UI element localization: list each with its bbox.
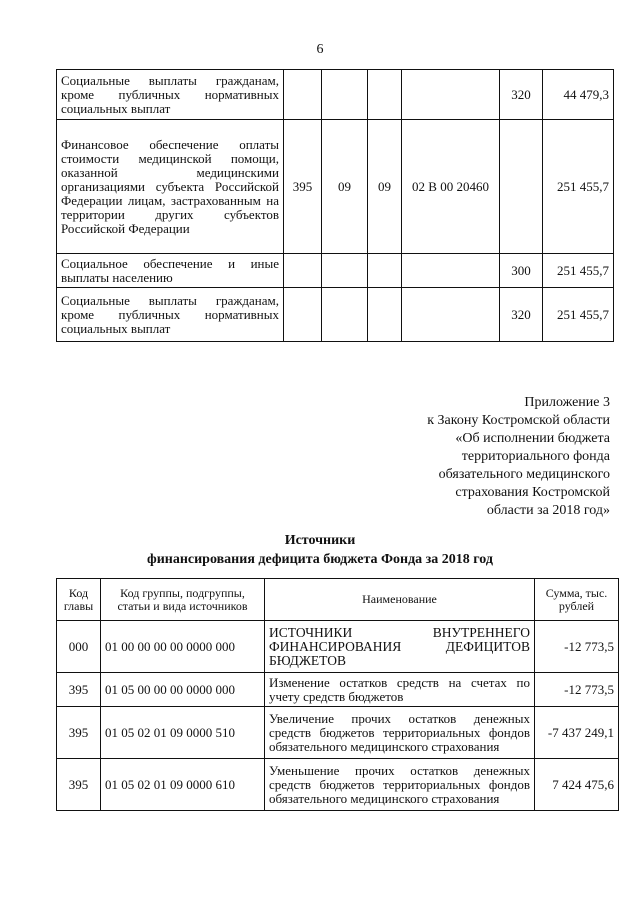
table-row: [57, 288, 614, 342]
expenditure-table: [56, 69, 614, 342]
table-row: [57, 673, 619, 707]
cell-subsection: [368, 254, 402, 288]
appendix-line: к Закону Костромской области: [427, 413, 610, 428]
cell-group-code: 01 05 00 00 00 0000 000: [101, 673, 265, 707]
section-title: Источники: [284, 533, 356, 548]
table-row: [57, 70, 614, 120]
appendix-line: «Об исполнении бюджета: [455, 431, 610, 446]
table-row: [57, 707, 619, 759]
cell-code-glava: [284, 288, 322, 342]
table-row: [57, 621, 619, 673]
cell-expense-type: 320: [500, 70, 543, 120]
cell-code-glava: 395: [284, 120, 322, 254]
cell-section: [322, 288, 368, 342]
appendix-line: страхования Костромской: [455, 485, 610, 500]
cell-code-glava: [284, 70, 322, 120]
appendix-line: обязательного медицинского: [438, 467, 610, 482]
cell-expense-type: [500, 120, 543, 254]
appendix-line: области за 2018 год»: [486, 503, 610, 518]
cell-sum: -7 437 249,1: [535, 707, 619, 759]
row-description: Социальные выплаты гражданам, кроме публичных нормативных социальных выплат: [57, 70, 284, 120]
table-header-row: [57, 579, 619, 621]
cell-section: 09: [322, 120, 368, 254]
cell-code: 395: [57, 673, 101, 707]
cell-section: [322, 254, 368, 288]
cell-name: Уменьшение прочих остатков денежных средств бюджетов территориальных фондов обязательного медицинского страхования: [265, 759, 535, 811]
appendix-line: территориального фонда: [461, 449, 610, 464]
cell-code-glava: [284, 254, 322, 288]
cell-group-code: 01 00 00 00 00 0000 000: [101, 621, 265, 673]
cell-sum: -12 773,5: [535, 673, 619, 707]
cell-expense-type: 300: [500, 254, 543, 288]
deficit-sources-table: [56, 578, 619, 811]
cell-name: Изменение остатков средств на счетах по учету средств бюджетов: [265, 673, 535, 707]
cell-subsection: [368, 288, 402, 342]
cell-target-article: 02 В 00 20460: [402, 120, 500, 254]
cell-code: 395: [57, 707, 101, 759]
cell-subsection: [368, 70, 402, 120]
cell-target-article: [402, 70, 500, 120]
cell-target-article: [402, 254, 500, 288]
cell-name: ИСТОЧНИКИ ВНУТРЕННЕГО ФИНАНСИРОВАНИЯ ДЕФИЦИТОВ БЮДЖЕТОВ: [265, 621, 535, 673]
row-description: Социальное обеспечение и иные выплаты населению: [57, 254, 284, 288]
row-description: Финансовое обеспечение оплаты стоимости медицинской помощи, оказанной медицинскими организациями субъекта Российской Федерации лицам, застрахованным на территории других субъектов Российской Федерации: [57, 120, 284, 254]
table-row: [57, 254, 614, 288]
cell-code: 395: [57, 759, 101, 811]
table-row: [57, 120, 614, 254]
appendix-line: Приложение 3: [524, 395, 610, 410]
page-number: 6: [316, 42, 324, 57]
cell-name: Увеличение прочих остатков денежных средств бюджетов территориальных фондов обязательного медицинского страхования: [265, 707, 535, 759]
cell-code: 000: [57, 621, 101, 673]
header-name: Наименование: [265, 579, 535, 621]
appendix-note: [350, 394, 610, 520]
cell-expense-type: 320: [500, 288, 543, 342]
row-description: Социальные выплаты гражданам, кроме публичных нормативных социальных выплат: [57, 288, 284, 342]
cell-section: [322, 70, 368, 120]
cell-group-code: 01 05 02 01 09 0000 510: [101, 707, 265, 759]
cell-sum: 7 424 475,6: [535, 759, 619, 811]
cell-amount: 44 479,3: [543, 70, 614, 120]
table-row: [57, 759, 619, 811]
header-code: Код главы: [57, 579, 101, 621]
cell-amount: 251 455,7: [543, 120, 614, 254]
section-subtitle: финансирования дефицита бюджета Фонда за 2018 год: [147, 552, 493, 567]
cell-subsection: 09: [368, 120, 402, 254]
cell-target-article: [402, 288, 500, 342]
cell-sum: -12 773,5: [535, 621, 619, 673]
cell-amount: 251 455,7: [543, 254, 614, 288]
cell-amount: 251 455,7: [543, 288, 614, 342]
header-group: Код группы, подгруппы, статьи и вида источников: [101, 579, 265, 621]
header-sum: Сумма, тыс. рублей: [535, 579, 619, 621]
cell-group-code: 01 05 02 01 09 0000 610: [101, 759, 265, 811]
